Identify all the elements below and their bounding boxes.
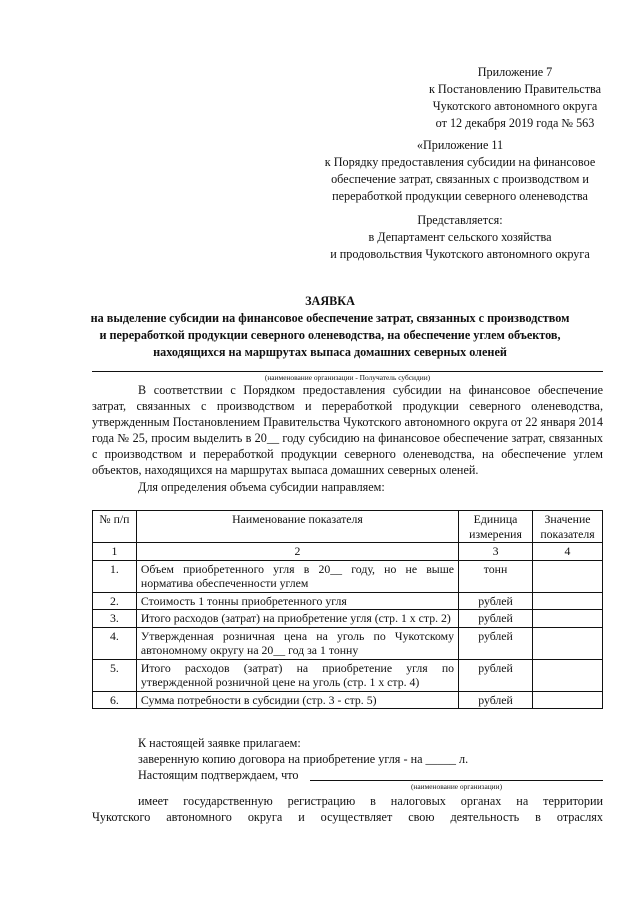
appendix-11-header — [290, 137, 630, 205]
row-value[interactable] — [533, 560, 603, 592]
row-name: Итого расходов (затрат) на приобретение угля (стр. 1 х стр. 2) — [136, 610, 458, 628]
appendix-7-header — [400, 64, 630, 132]
row-unit: рублей — [459, 659, 533, 691]
table-row — [93, 560, 603, 592]
header-unit: Единица измерения — [459, 511, 533, 543]
indicators-table — [92, 510, 603, 709]
row-name: Сумма потребности в субсидии (стр. 3 - стр. 5) — [136, 691, 458, 709]
header-value: Значение показателя — [533, 511, 603, 543]
appendix11-line: к Порядку предоставления субсидии на финансовое — [324, 155, 596, 169]
request-paragraph: В соответствии с Порядком предоставления субсидии на финансовое обеспечение затрат, связанных с производством и переработкой продукции северного оленеводства, утвержденным Постановлением Правительства Чукотского автономного округа от 22 января 2014 года № 25, просим выделить в 20__ году субсидию на финансовое обеспечение затрат, связанных с производством и переработкой продукции северного оленеводства, на обеспечение углем объектов, находящихся на маршрутах выпаса домашних северных оленей. — [92, 383, 603, 478]
row-num: 4. — [93, 627, 137, 659]
title-heading: ЗАЯВКА — [305, 294, 355, 308]
appendix-line: к Постановлению Правительства — [428, 82, 602, 96]
table-row — [93, 610, 603, 628]
table-row — [93, 691, 603, 709]
row-name: Объем приобретенного угля в 20__ году, но не выше норматива обеспеченности углем — [136, 560, 458, 592]
table-intro: Для определения объема субсидии направляем: — [138, 479, 385, 494]
appendix11-line: переработкой продукции северного оленеводства — [332, 189, 588, 203]
col-number: 1 — [93, 543, 137, 561]
row-num: 1. — [93, 560, 137, 592]
submit-line: в Департамент сельского хозяйства — [368, 230, 552, 244]
org-name-line — [92, 371, 603, 372]
row-value[interactable] — [533, 627, 603, 659]
title-line: и переработкой продукции северного оленеводства, на обеспечение углем объектов, — [99, 328, 561, 342]
document-title — [60, 293, 600, 361]
col-number: 4 — [533, 543, 603, 561]
submit-to-block — [300, 212, 620, 263]
table-row — [93, 659, 603, 691]
row-unit: рублей — [459, 592, 533, 610]
row-num: 5. — [93, 659, 137, 691]
header-name: Наименование показателя — [136, 511, 458, 543]
appendix11-line: «Приложение 11 — [416, 138, 504, 152]
appendix-line: от 12 декабря 2019 года № 563 — [435, 116, 595, 130]
row-unit: рублей — [459, 691, 533, 709]
registration-line: имеет государственную регистрацию в налоговых органах на территории — [138, 794, 603, 808]
row-value[interactable] — [533, 610, 603, 628]
col-number: 3 — [459, 543, 533, 561]
row-num: 2. — [93, 592, 137, 610]
appendix-line: Приложение 7 — [477, 65, 553, 79]
table-number-row — [93, 543, 603, 561]
row-unit: рублей — [459, 627, 533, 659]
row-num: 3. — [93, 610, 137, 628]
row-value[interactable] — [533, 659, 603, 691]
table-row — [93, 592, 603, 610]
submit-line: Представляется: — [417, 213, 503, 227]
header-num: № п/п — [93, 511, 137, 543]
title-line: на выделение субсидии на финансовое обеспечение затрат, связанных с производством — [90, 311, 570, 325]
row-unit: тонн — [459, 560, 533, 592]
title-line: находящихся на маршрутах выпаса домашних северных оленей — [153, 345, 507, 359]
confirm-org-caption: (наименование организации) — [410, 782, 503, 791]
row-name: Утвержденная розничная цена на уголь по Чукотскому автономному округу на 20__ год за 1 тонну — [136, 627, 458, 659]
row-num: 6. — [93, 691, 137, 709]
row-name: Стоимость 1 тонны приобретенного угля — [136, 592, 458, 610]
submit-line: и продовольствия Чукотского автономного округа — [330, 247, 590, 261]
row-value[interactable] — [533, 592, 603, 610]
appendix-line: Чукотского автономного округа — [432, 99, 598, 113]
activity-line: Чукотского автономного округа и осуществляет свою деятельность в отраслях — [92, 810, 603, 824]
attachments-intro: К настоящей заявке прилагаем: — [138, 736, 301, 750]
request-body — [92, 382, 603, 495]
row-unit: рублей — [459, 610, 533, 628]
confirm-org-line — [310, 780, 603, 781]
confirm-text: Настоящим подтверждаем, что — [138, 768, 299, 782]
appendix11-line: обеспечение затрат, связанных с производством и — [331, 172, 589, 186]
row-value[interactable] — [533, 691, 603, 709]
table-row — [93, 627, 603, 659]
table-header-row — [93, 511, 603, 543]
col-number: 2 — [136, 543, 458, 561]
attachment-copy: заверенную копию договора на приобретение угля - на _____ л. — [138, 752, 469, 766]
org-name-caption: (наименование организации - Получатель субсидии) — [264, 373, 431, 382]
row-name: Итого расходов (затрат) на приобретение угля по утвержденной розничной цене на уголь (стр. 1 х стр. 4) — [136, 659, 458, 691]
